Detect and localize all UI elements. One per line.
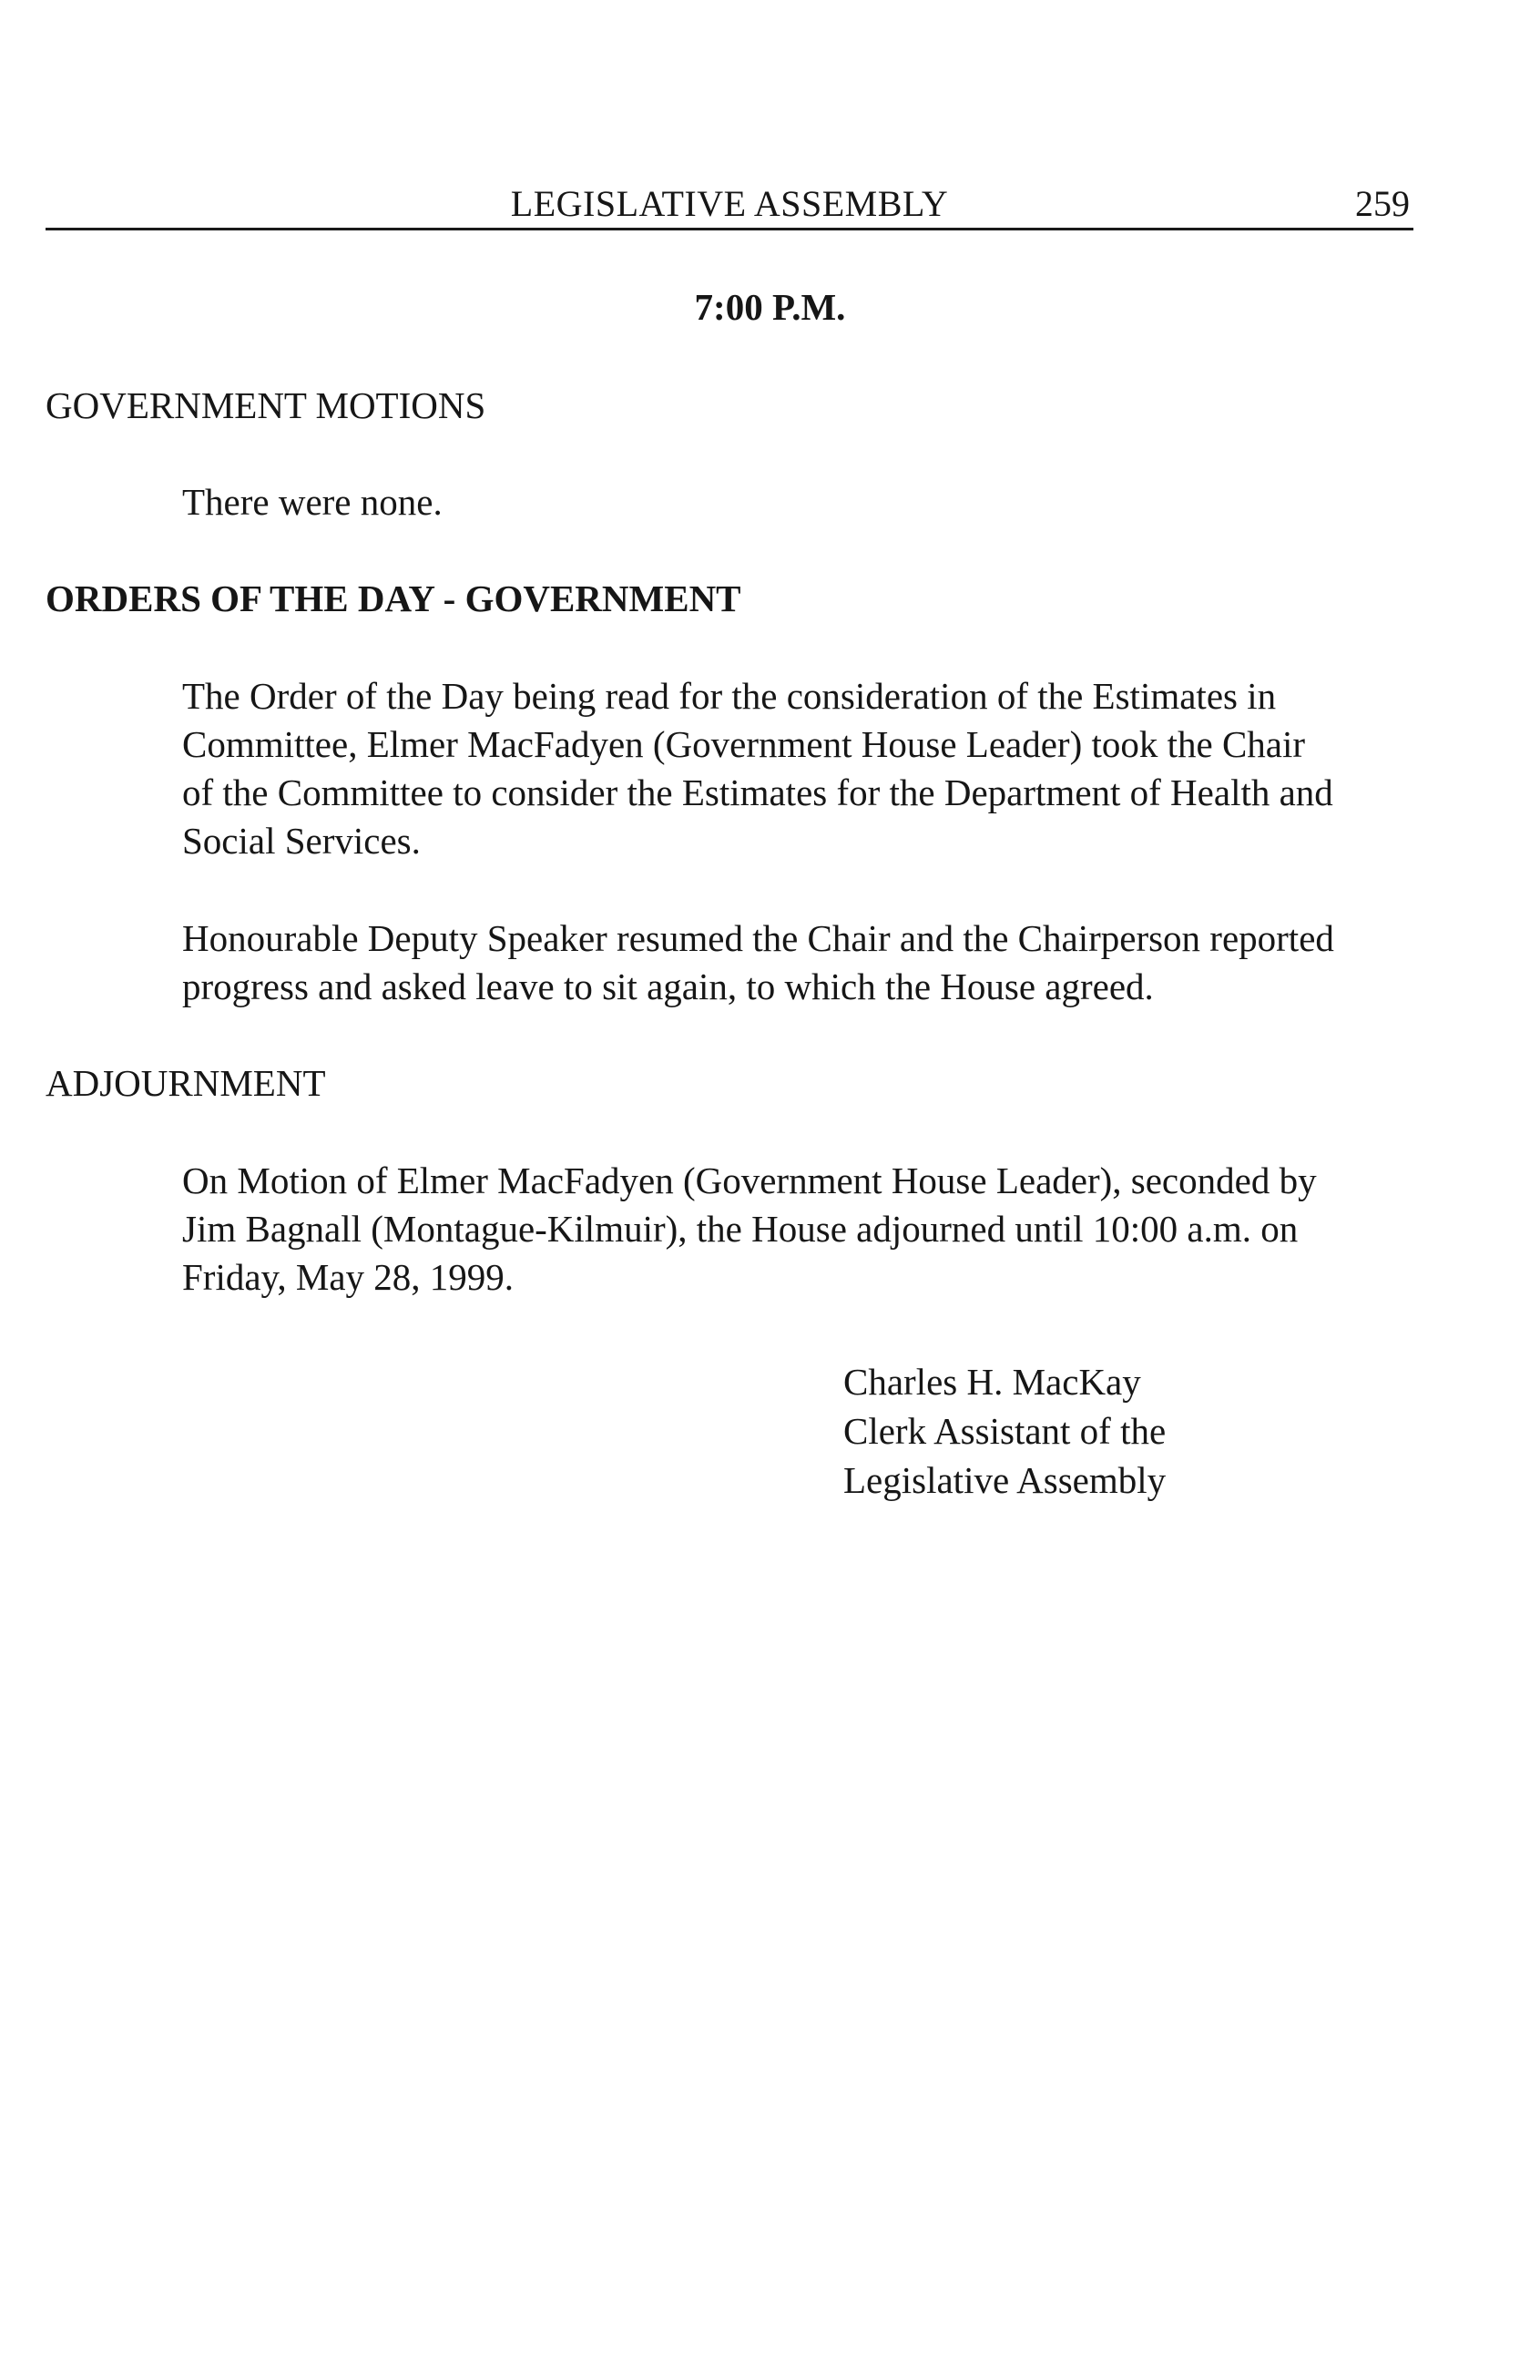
paragraph-line: Social Services. [182, 820, 421, 862]
paragraph-line: Honourable Deputy Speaker resumed the Chair and the Chairperson reported [182, 917, 1334, 959]
government-motions-heading: GOVERNMENT MOTIONS [46, 384, 486, 426]
body-line: There were none. [182, 481, 443, 523]
paragraph-line: Jim Bagnall (Montague-Kilmuir), the House adjourned until 10:00 a.m. on [182, 1208, 1299, 1250]
orders-of-the-day-heading: ORDERS OF THE DAY - GOVERNMENT [46, 577, 741, 619]
signatory-title: Legislative Assembly [843, 1459, 1167, 1501]
running-header [46, 182, 1413, 230]
running-title: LEGISLATIVE ASSEMBLY [510, 183, 949, 224]
paragraph-line: of the Committee to consider the Estimates for the Department of Health and [182, 771, 1333, 813]
paragraph-line: progress and asked leave to sit again, to which the House agreed. [182, 965, 1154, 1007]
orders-paragraph-report [182, 914, 1413, 1011]
paragraph-line: Committee, Elmer MacFadyen (Government House Leader) took the Chair [182, 723, 1306, 765]
paragraph-line: The Order of the Day being read for the consideration of the Estimates in [182, 675, 1277, 717]
orders-paragraph-estimates [182, 672, 1413, 865]
adjournment-heading: ADJOURNMENT [46, 1062, 326, 1104]
time-heading: 7:00 P.M. [694, 286, 846, 328]
signature-block [843, 1357, 1166, 1505]
government-motions-body [182, 478, 1413, 526]
paragraph-line: Friday, May 28, 1999. [182, 1256, 515, 1298]
page-number: 259 [1355, 183, 1410, 224]
signatory-name: Charles H. MacKay [843, 1361, 1141, 1403]
adjournment-paragraph [182, 1157, 1413, 1302]
paragraph-line: On Motion of Elmer MacFadyen (Government House Leader), seconded by [182, 1159, 1317, 1201]
signatory-title: Clerk Assistant of the [843, 1410, 1167, 1452]
